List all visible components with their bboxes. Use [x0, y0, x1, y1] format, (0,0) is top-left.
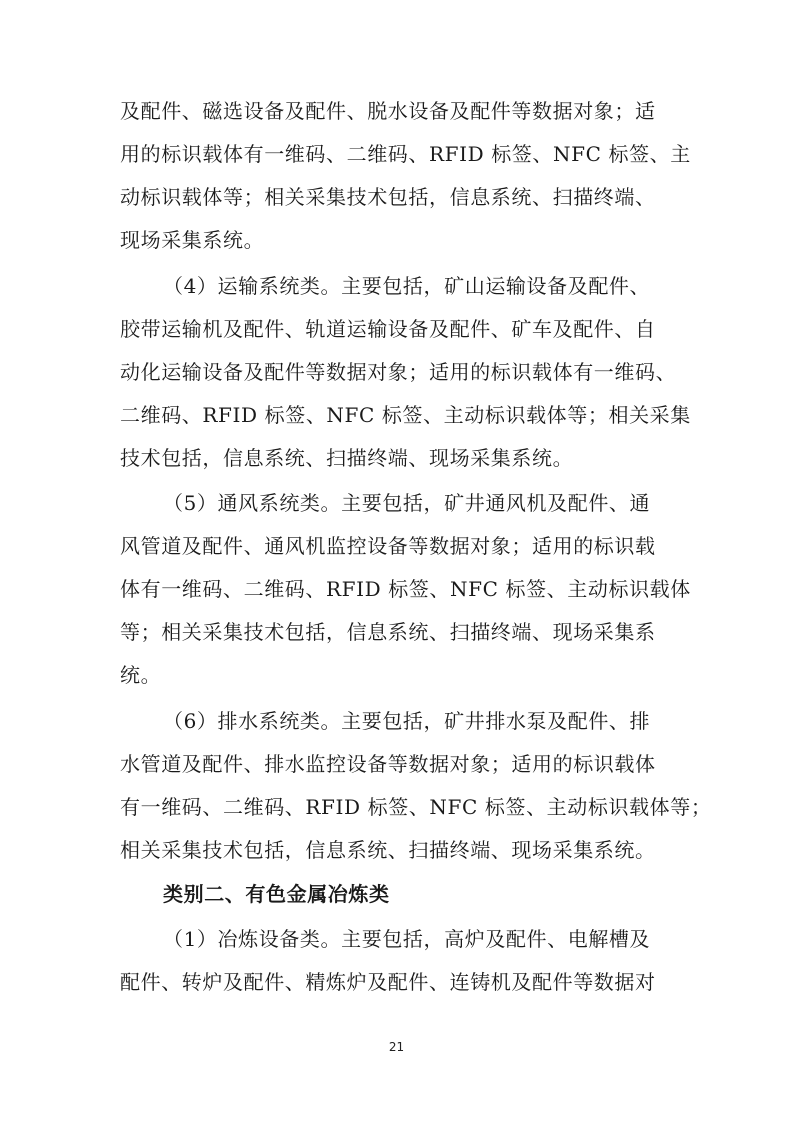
paragraph-line: （5）通风系统类。主要包括，矿井通风机及配件、通 [163, 491, 651, 515]
paragraph-line: （1）冶炼设备类。主要包括，高炉及配件、电解槽及 [163, 927, 651, 951]
paragraph-line: 技术包括，信息系统、扫描终端、现场采集系统。 [120, 446, 574, 470]
paragraph-line: 动化运输设备及配件等数据对象；适用的标识载体有一维码、 [120, 360, 677, 384]
page-number: 21 [388, 1040, 405, 1054]
paragraph-line: 胶带运输机及配件、轨道运输设备及配件、矿车及配件、自 [120, 317, 656, 341]
paragraph-line: 水管道及配件、排水监控设备等数据对象；适用的标识载体 [120, 752, 656, 776]
paragraph-line: 统。 [120, 663, 162, 687]
paragraph-line: 有一维码、二维码、RFID 标签、NFC 标签、主动标识载体等； [120, 795, 712, 819]
paragraph-line: 相关采集技术包括，信息系统、扫描终端、现场采集系统。 [120, 838, 656, 862]
paragraph-line: 二维码、RFID 标签、NFC 标签、主动标识载体等；相关采集 [120, 403, 691, 427]
paragraph-line: 等；相关采集技术包括，信息系统、扫描终端、现场采集系 [120, 620, 656, 644]
paragraph-line: 配件、转炉及配件、精炼炉及配件、连铸机及配件等数据对 [120, 970, 656, 994]
paragraph-line: （6）排水系统类。主要包括，矿井排水泵及配件、排 [163, 709, 651, 733]
paragraph-line: （4）运输系统类。主要包括，矿山运输设备及配件、 [163, 274, 651, 298]
paragraph-line: 风管道及配件、通风机监控设备等数据对象；适用的标识载 [120, 534, 656, 558]
paragraph-line: 用的标识载体有一维码、二维码、RFID 标签、NFC 标签、主 [120, 142, 691, 166]
paragraph-line: 现场采集系统。 [120, 228, 265, 252]
section-heading: 类别二、有色金属冶炼类 [163, 882, 390, 906]
paragraph-line: 及配件、磁选设备及配件、脱水设备及配件等数据对象；适 [120, 99, 656, 123]
paragraph-line: 体有一维码、二维码、RFID 标签、NFC 标签、主动标识载体 [120, 577, 691, 601]
paragraph-line: 动标识载体等；相关采集技术包括，信息系统、扫描终端、 [120, 185, 656, 209]
